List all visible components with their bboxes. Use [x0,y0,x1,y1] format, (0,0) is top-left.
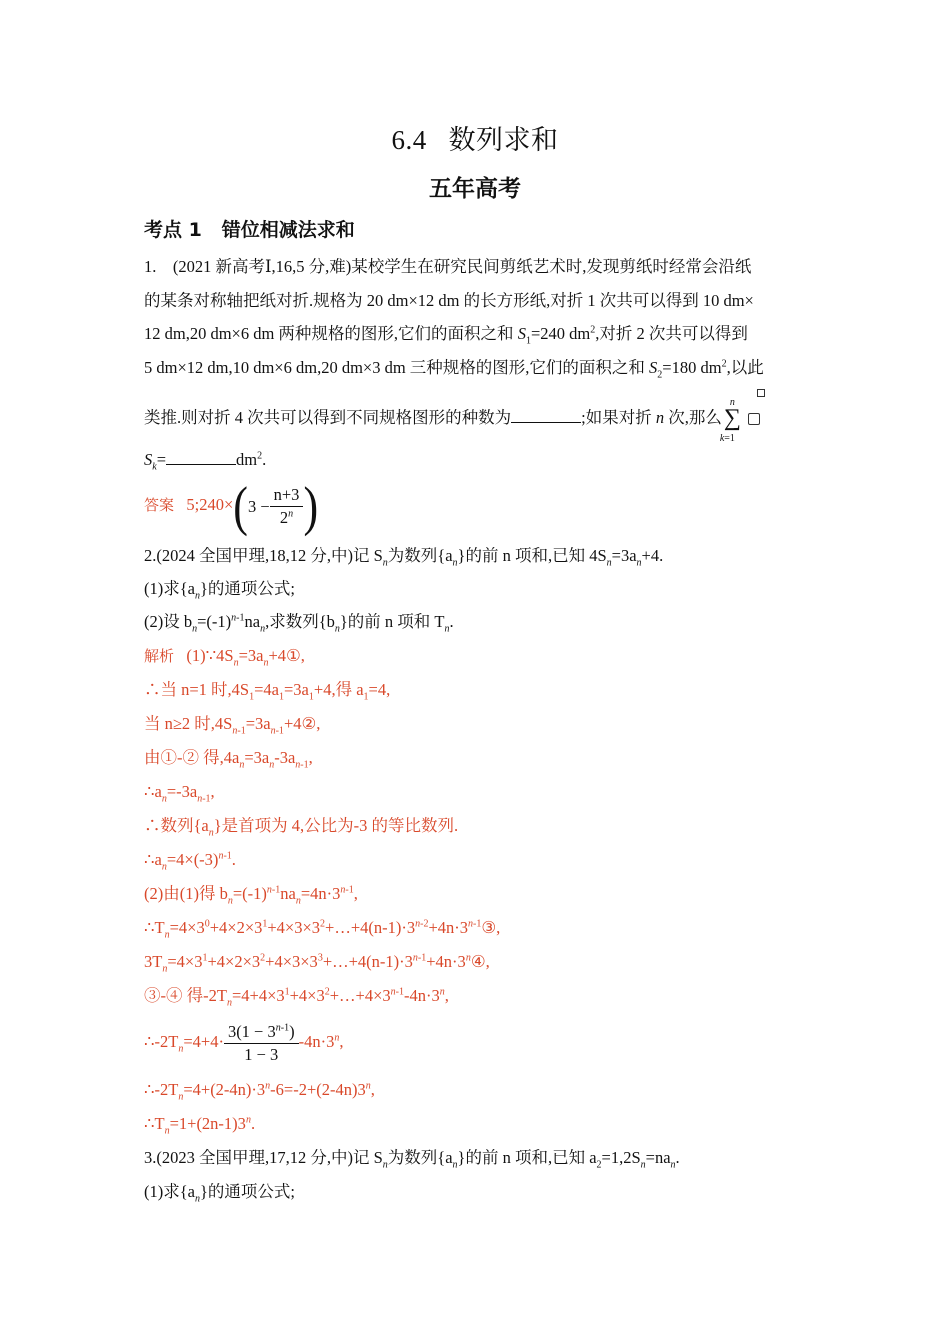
q2-solution-5: $\therefore a_n=-3a_{n-1}$, [144,782,215,805]
q2-solution-12: $\therefore-2T_n=4+4\cdot$ $\frac{3(1 - 3^{n-1})}{1 - 3}$ $-4n\cdot 3^n$, [144,1021,344,1064]
placeholder-box-icon [757,389,765,397]
q1-answer: 答案 5;240×(3 − $\frac{n+3}{2^n}$ ) [144,475,319,537]
q2-solution-4: 由①-② 得$,4a_n=3a_n-3a_{n-1}$, [144,748,313,771]
q2-stem: 2.(2024 全国甲理,18,12 分,中)记 $S_n$为数列$\{a_n\}$的前 n 项和,已知 $4S_n=3a_n+4$. [144,546,664,569]
q1-line-6: $S_k= dm^2$. [144,450,267,473]
q2-solution-11: ③-④ 得$-2T_n=4+4\times 3^1+4\times 3^2+\dots+4\times 3^{n-1}-4n\cdot 3^n$, [144,986,449,1009]
point-heading: 考点 1 错位相减法求和 [144,219,355,241]
q2-part-1: (1)求$\{a_n\}$的通项公式; [144,579,295,602]
q2-solution-13: $\therefore-2T_n=4+(2-4n)\cdot 3^n-6=-2+(2-4n)3^n$, [144,1080,375,1103]
q1-line-5: 类推.则对折 4 次共可以得到不同规格图形的种数为 ;如果对折 n 次,那么 ∑ n k=1 [144,398,760,440]
q1-line-2: 的某条对称轴把纸对折.规格为 20 dm×12 dm 的长方形纸,对折 1 次共可以得到 10 dm× [144,291,754,310]
q1-line-3: 12 dm,20 dm×6 dm 两种规格的图形,它们的面积之和 $S_1=240$ $dm^2$,对折 2 次共可以得到 [144,324,748,347]
answer-blank-2 [166,450,236,465]
q3-stem: 3.(2023 全国甲理,17,12 分,中)记 $S_n$为数列$\{a_n\}$的前 n 项和,已知 $a_2=1,2S_n=na_n$. [144,1148,680,1171]
answer-blank-1 [511,408,581,423]
q2-part-2: (2)设 $b_n=(-1)^{n-1}na_n$,求数列$\{b_n\}$的前 n 项和 $T_n$. [144,612,454,635]
q2-solution-6: ∴数列$\{a_n\}$是首项为 4,公比为-3 的等比数列. [144,816,459,839]
q2-solution-3: 当 n≥2 时$,4S_{n-1}=3a_{n-1}+4②$, [144,714,321,737]
summation-symbol: ∑ n k=1 [719,397,741,444]
section-title: 6.4 数列求和 [391,125,559,156]
q2-solution-10: $3T_n=4\times 3^1+4\times 2\times 3^2+4\times 3\times 3^3+\dots+4(n-1)\cdot 3^{n-1}+4n\cdot 3^n④$, [144,952,490,975]
q3-part-1: (1)求$\{a_n\}$的通项公式; [144,1182,295,1205]
placeholder-box-icon [748,413,760,425]
q2-solution-2: ∴当 n=1 时$,4S_1=4a_1=3a_1+4$,得 $a_1=4$, [144,680,391,703]
q2-solution-9: $\therefore T_n=4\times 3^0+4\times 2\times 3^1+4\times 3\times 3^2+\dots+4(n-1)\cdot 3^{n-2}+4n\cdot 3^{n-1}③$, [144,918,501,941]
q1-line-4: 5 dm×12 dm,10 dm×6 dm,20 dm×3 dm 三种规格的图形,它们的面积之和 $S_2=180$ $dm^2$,以此 [144,358,764,381]
q2-solution-7: $\therefore a_n=4\times(-3)^{n-1}$. [144,850,236,873]
subtitle: 五年高考 [429,176,521,202]
q1-line-1: 1. (2021 新高考Ⅰ,16,5 分,难)某校学生在研究民间剪纸艺术时,发现剪纸时经常会沿纸 [144,257,752,276]
q2-solution-8: (2)由(1)得 $b_n=(-1)^{n-1}na_n=4n\cdot 3^{n-1}$, [144,884,358,907]
q2-solution-14: $\therefore T_n=1+(2n-1)3^n$. [144,1114,256,1137]
q2-solution-1: 解析 $(1)\because 4S_n=3a_n+4①$, [144,646,305,669]
